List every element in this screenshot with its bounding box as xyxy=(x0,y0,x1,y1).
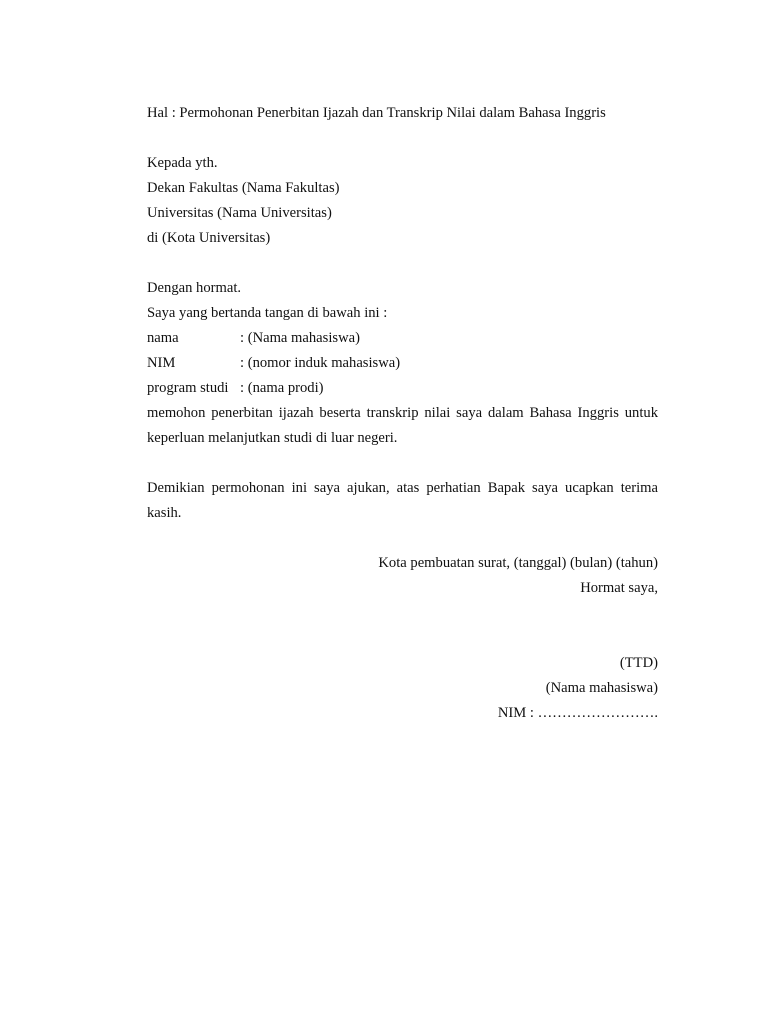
field-label: NIM xyxy=(147,355,176,371)
identity-fields xyxy=(147,326,658,401)
closing-paragraph: Demikian permohonan ini saya ajukan, atas perhatian Bapak saya ucapkan terima kasih. xyxy=(147,480,658,521)
signature-mark: (TTD) xyxy=(619,655,658,671)
place-date: Kota pembuatan surat, (tanggal) (bulan) (tahun) xyxy=(378,555,658,571)
field-row-program xyxy=(147,376,658,401)
field-value: : (nomor induk mahasiswa) xyxy=(240,355,401,371)
letter-subject: Hal : Permohonan Penerbitan Ijazah dan Transkrip Nilai dalam Bahasa Inggris xyxy=(147,105,606,121)
field-label: program studi xyxy=(147,380,229,396)
recipient-university: Universitas (Nama Universitas) xyxy=(147,205,332,221)
signature-block xyxy=(147,551,658,726)
intro-text: Saya yang bertanda tangan di bawah ini : xyxy=(147,305,388,321)
signer-nim: NIM : ……………………. xyxy=(497,705,658,721)
field-row-nim xyxy=(147,351,658,376)
letter-document xyxy=(147,101,658,726)
recipient-city: di (Kota Universitas) xyxy=(147,230,271,246)
field-label: nama xyxy=(147,330,179,346)
regards: Hormat saya, xyxy=(580,580,658,596)
signer-name: (Nama mahasiswa) xyxy=(545,680,658,696)
greeting: Dengan hormat. xyxy=(147,280,242,296)
request-paragraph: memohon penerbitan ijazah beserta transkrip nilai saya dalam Bahasa Inggris untuk keperluan melanjutkan studi di luar negeri. xyxy=(147,405,658,446)
spacer xyxy=(147,451,658,476)
field-value: : (Nama mahasiswa) xyxy=(240,330,360,346)
spacer xyxy=(147,126,658,151)
recipient-dean: Dekan Fakultas (Nama Fakultas) xyxy=(147,180,340,196)
recipient-block xyxy=(147,151,658,251)
spacer xyxy=(147,251,658,276)
field-row-name xyxy=(147,326,658,351)
signature-space xyxy=(147,601,658,651)
spacer xyxy=(147,526,658,551)
recipient-salutation: Kepada yth. xyxy=(147,155,218,171)
field-value: : (nama prodi) xyxy=(240,380,324,396)
